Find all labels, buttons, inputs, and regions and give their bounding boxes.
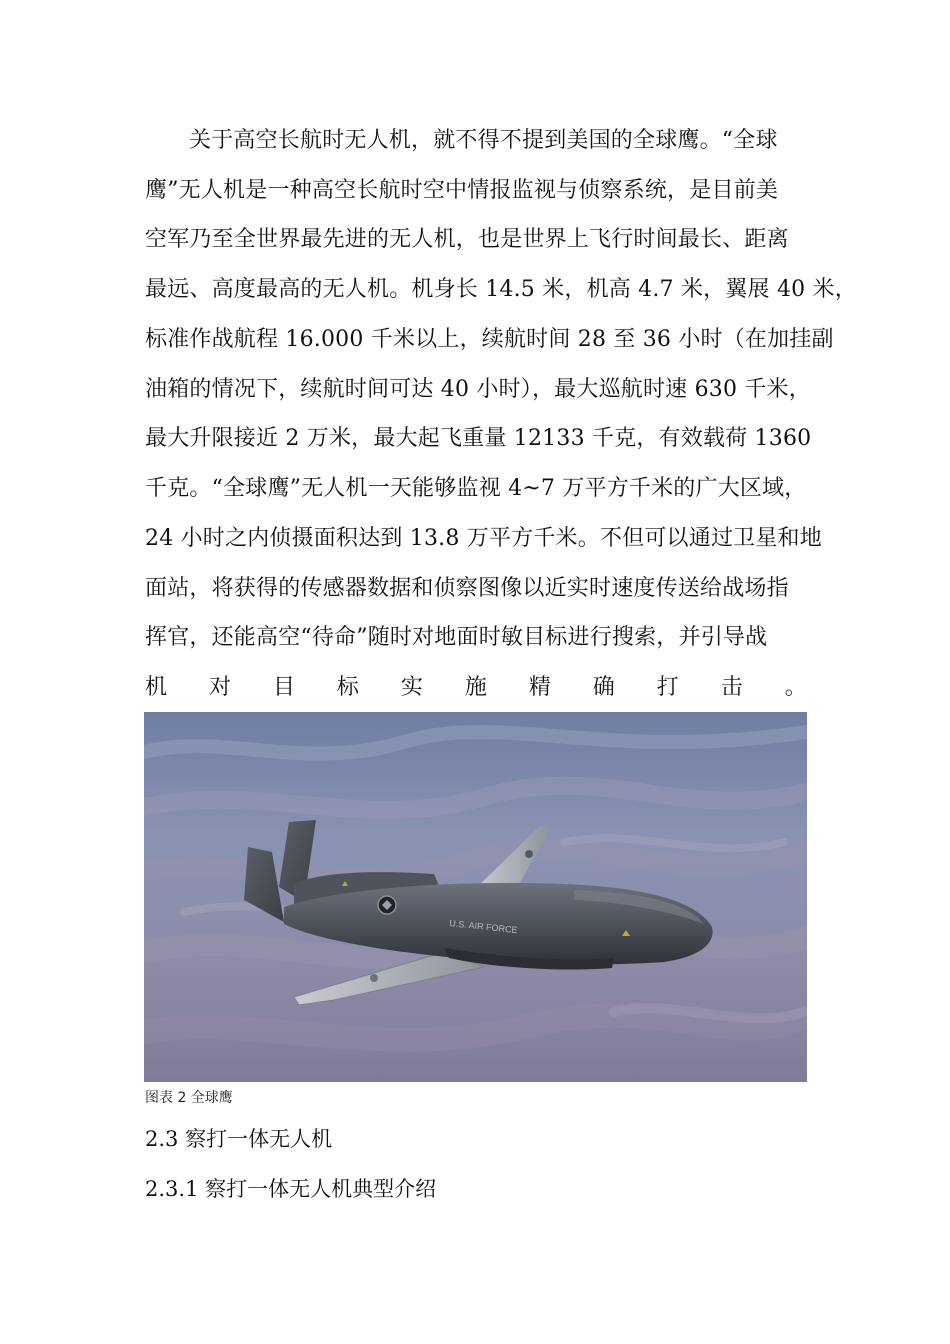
paragraph-last-line bbox=[145, 668, 807, 708]
paragraph-line: 空军乃至全世界最先进的无人机，也是世界上飞行时间最长、距离 bbox=[145, 227, 789, 252]
section-heading: 2.3 察打一体无人机 bbox=[145, 1127, 333, 1151]
fuselage-marking-text: U.S. AIR FORCE bbox=[448, 918, 518, 936]
paragraph-line: 最远、高度最高的无人机。机身长 14.5 米，机高 4.7 米，翼展 40 米， bbox=[145, 277, 857, 302]
justified-char: 施 bbox=[464, 675, 488, 700]
justified-char: 确 bbox=[592, 675, 615, 700]
paragraph-line: 千克。“全球鹰”无人机一天能够监视 4~7 万平方千米的广大区域， bbox=[145, 476, 807, 501]
paragraph-line: 最大升限接近 2 万米，最大起飞重量 12133 千克，有效载荷 1360 bbox=[145, 426, 812, 451]
paragraph-line: 标准作战航程 16.000 千米以上，续航时间 28 至 36 小时（在加挂副 bbox=[145, 327, 834, 352]
paragraph-line: 挥官，还能高空“待命”随时对地面时敏目标进行搜索，并引导战 bbox=[145, 625, 768, 650]
justified-char: 实 bbox=[400, 675, 424, 700]
paragraph-line: 鹰”无人机是一种高空长航时空中情报监视与侦察系统，是目前美 bbox=[145, 178, 779, 203]
justified-char: 击 bbox=[720, 675, 743, 700]
paragraph-line: 油箱的情况下，续航时间可达 40 小时），最大巡航时速 630 千米， bbox=[145, 377, 811, 402]
justified-char: 机 bbox=[145, 675, 168, 700]
paragraph-line: 关于高空长航时无人机，就不得不提到美国的全球鹰。“全球 bbox=[189, 128, 778, 153]
justified-char: 。 bbox=[784, 675, 807, 700]
justified-char: 标 bbox=[336, 675, 360, 700]
figure-caption: 图表 2 全球鹰 bbox=[145, 1090, 233, 1106]
subsection-heading: 2.3.1 察打一体无人机典型介绍 bbox=[145, 1177, 437, 1201]
paragraph-line: 24 小时之内侦摄面积达到 13.8 万平方千米。不但可以通过卫星和地 bbox=[145, 526, 822, 551]
justified-char: 对 bbox=[208, 675, 232, 700]
justified-char: 打 bbox=[656, 675, 679, 700]
justified-char: 目 bbox=[272, 675, 296, 700]
global-hawk-photo bbox=[144, 712, 807, 1082]
justified-char: 精 bbox=[528, 675, 552, 700]
paragraph-line: 面站，将获得的传感器数据和侦察图像以近实时速度传送给战场指 bbox=[145, 576, 789, 601]
